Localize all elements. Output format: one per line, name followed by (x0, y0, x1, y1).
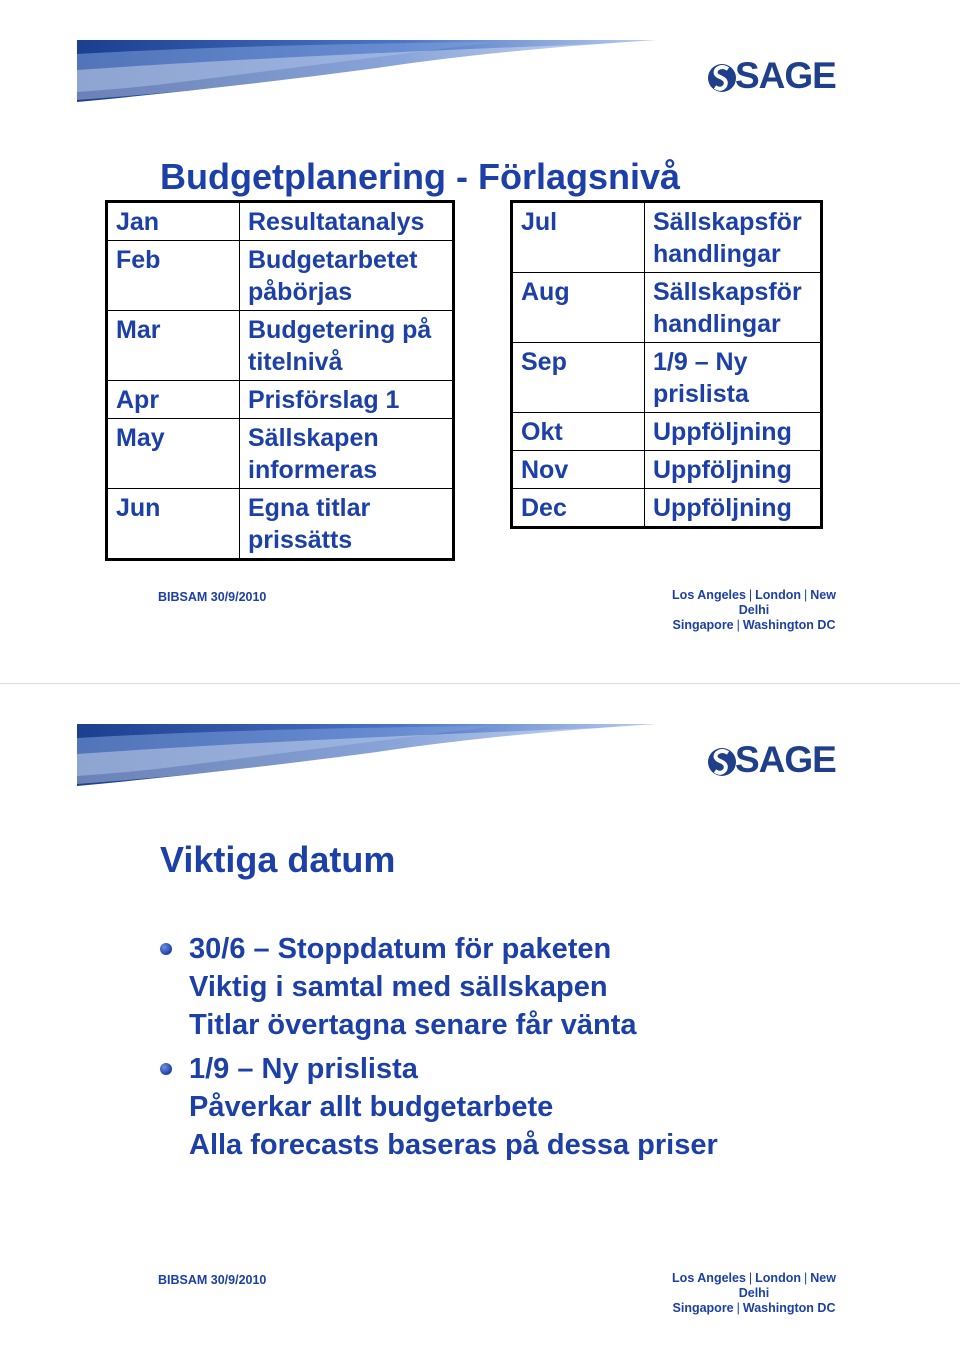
month-cell: Aug (512, 273, 645, 343)
footer-offices-2 (660, 1271, 848, 1316)
logo-text: SAGE (735, 55, 836, 96)
office-singapore: Singapore (672, 618, 734, 632)
task-cell: Resultatanalys (240, 202, 454, 241)
table-row (107, 419, 454, 489)
office-washington-dc: Washington DC (742, 618, 836, 632)
separator: | (736, 618, 740, 632)
task-cell: Sällskapen informeras (240, 419, 454, 489)
bullet-line: Titlar övertagna senare får vänta (189, 1009, 637, 1041)
separator: | (748, 588, 753, 602)
task-cell: Uppföljning (645, 489, 822, 528)
office-london: London (755, 1271, 801, 1285)
sage-logo (707, 55, 839, 98)
table-row (107, 381, 454, 419)
office-los-angeles: Los Angeles (672, 588, 746, 602)
bullet-line: 1/9 – Ny prislista (189, 1053, 418, 1085)
table-row (512, 273, 822, 343)
table-row (512, 451, 822, 489)
task-cell: Uppföljning (645, 451, 822, 489)
month-cell: Jul (512, 202, 645, 273)
month-cell: Nov (512, 451, 645, 489)
table-row (512, 343, 822, 413)
sage-s-logo-icon (707, 58, 737, 98)
bullet-line: Påverkar allt budgetarbete (189, 1091, 554, 1123)
offices-line-1 (660, 1271, 848, 1301)
table-row (512, 413, 822, 451)
table-row (107, 489, 454, 560)
offices-line-2 (660, 1301, 848, 1316)
month-cell: Sep (512, 343, 645, 413)
month-cell: May (107, 419, 240, 489)
office-new-delhi: New Delhi (738, 1271, 836, 1300)
sage-s-logo-icon (707, 742, 737, 782)
page-title: Budgetplanering - Förlagsnivå (160, 156, 681, 197)
bullet-dot-icon (160, 943, 172, 955)
footer-event-date: BIBSAM 30/9/2010 (158, 590, 267, 604)
footer-offices (660, 588, 848, 633)
office-singapore: Singapore (672, 1301, 734, 1315)
month-cell: Jun (107, 489, 240, 560)
month-cell: Apr (107, 381, 240, 419)
task-cell: Budgetarbetet påbörjas (240, 241, 454, 311)
separator: | (736, 1301, 740, 1315)
month-cell: Dec (512, 489, 645, 528)
task-cell: Egna titlar prissätts (240, 489, 454, 560)
schedule-table-jul-dec (510, 200, 823, 529)
bullet-line: 30/6 – Stoppdatum för paketen (189, 933, 612, 965)
office-los-angeles: Los Angeles (672, 1271, 746, 1285)
bullet-dot-icon (160, 1063, 172, 1075)
table-row (107, 311, 454, 381)
separator: | (803, 588, 808, 602)
task-cell: Budgetering på titelnivå (240, 311, 454, 381)
bullet-line: Viktig i samtal med sällskapen (189, 971, 608, 1003)
office-london: London (755, 588, 801, 602)
office-new-delhi: New Delhi (738, 588, 836, 617)
bullet-item (160, 930, 718, 1044)
month-cell: Feb (107, 241, 240, 311)
bullet-line: Alla forecasts baseras på dessa priser (189, 1129, 718, 1161)
slide-budgetplanering (0, 0, 960, 683)
task-cell: Prisförslag 1 (240, 381, 454, 419)
month-cell: Okt (512, 413, 645, 451)
offices-line-1 (660, 588, 848, 618)
page-title-2: Viktiga datum (160, 839, 396, 880)
sage-logo (707, 739, 839, 782)
separator: | (748, 1271, 753, 1285)
task-cell: Sällskapsför handlingar (645, 273, 822, 343)
table-row (512, 202, 822, 273)
schedule-table-jan-jun (105, 200, 455, 561)
bullet-list (160, 930, 718, 1170)
office-washington-dc: Washington DC (742, 1301, 836, 1315)
separator: | (803, 1271, 808, 1285)
task-cell: Uppföljning (645, 413, 822, 451)
bullet-item (160, 1050, 718, 1164)
month-cell: Jan (107, 202, 240, 241)
month-cell: Mar (107, 311, 240, 381)
banner-swoosh (77, 724, 657, 789)
table-row (512, 489, 822, 528)
task-cell: Sällskapsför handlingar (645, 202, 822, 273)
table-row (107, 202, 454, 241)
table-row (107, 241, 454, 311)
banner-swoosh (77, 40, 657, 105)
logo-text: SAGE (735, 739, 836, 780)
offices-line-2 (660, 618, 848, 633)
task-cell: 1/9 – Ny prislista (645, 343, 822, 413)
footer-event-date-2: BIBSAM 30/9/2010 (158, 1273, 267, 1287)
